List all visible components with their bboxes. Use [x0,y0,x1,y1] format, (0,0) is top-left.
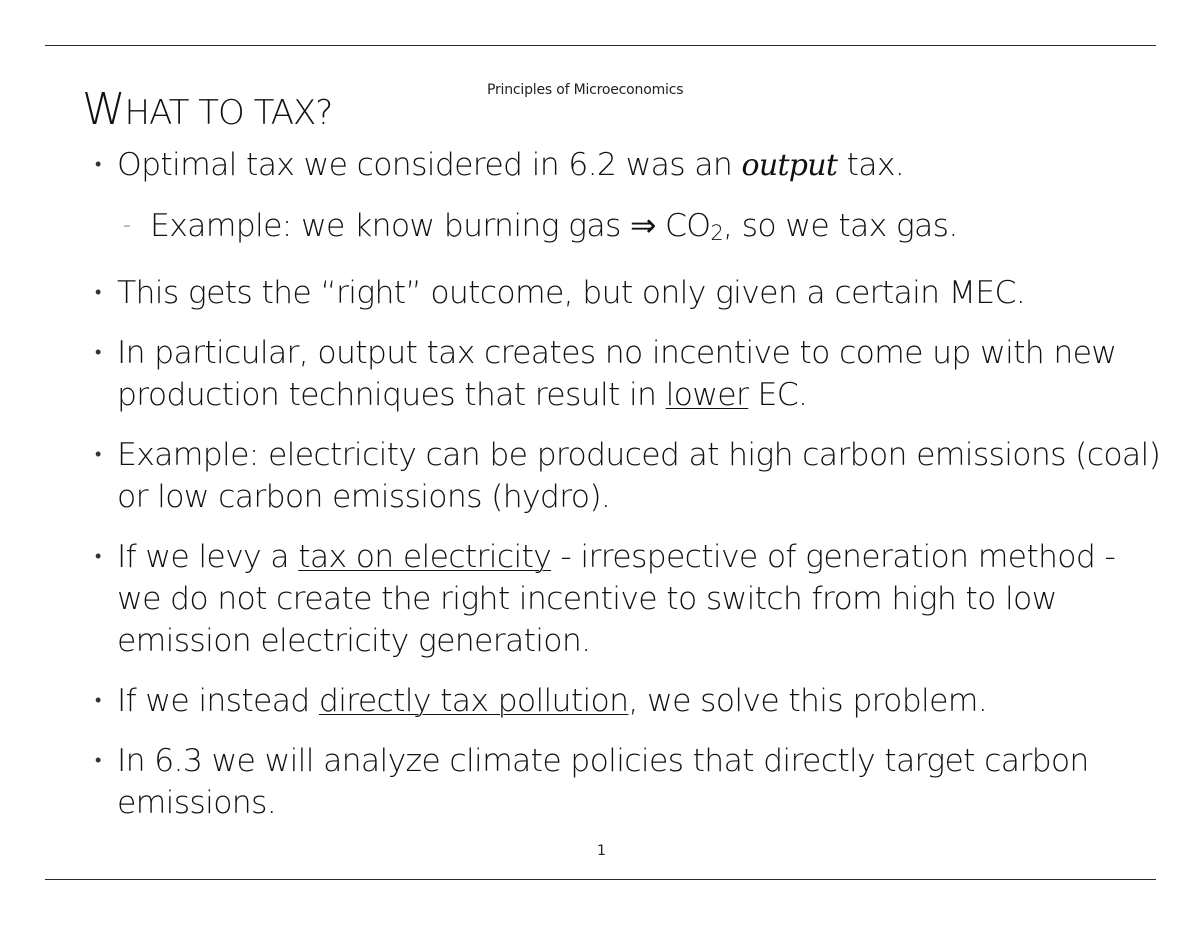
bullet-text: , we solve this problem. [628,683,988,719]
page-number: 1 [597,843,606,859]
subbullet-text: , so we tax gas. [723,208,958,244]
bullet-text: In particular, output tax creates no incentive to come up with new production techniques that result in [117,335,1117,413]
emphasis-output: output [741,148,838,183]
subbullet-text: Example: we know burning gas ⇒ CO [150,208,711,244]
bullet-electricity-example: • Example: electricity can be produced at high carbon emissions (coal) or low carbon emissions (hydro). [95,434,1165,518]
subscript-2: 2 [710,221,724,245]
underlined-tax-on-electricity: tax on electricity [298,539,552,575]
subbullet-gas-example [95,205,1165,254]
bullet-text: If we instead [117,683,319,719]
bullet-text: - irrespective of generation method - we do not create the right incentive to switch from high to low emission electricity generation. [117,539,1116,659]
title-initial: W [82,84,125,135]
bullet-text: tax. [837,147,905,183]
bullet-climate-policies: • In 6.3 we will analyze climate policies that directly target carbon emissions. [95,740,1165,824]
underlined-lower: lower [665,377,749,413]
bullet-tax-pollution [95,680,1165,722]
slide-body [95,140,1165,824]
title-rest: HAT TO TAX? [124,93,333,133]
bullet-tax-electricity [95,536,1165,662]
bullet-text: EC. [748,377,808,413]
bullet-text: If we levy a [117,539,299,575]
bullet-no-incentive [95,332,1165,416]
underlined-directly-tax-pollution: directly tax pollution [318,683,629,719]
bottom-rule [45,879,1156,880]
bullet-text: Optimal tax we considered in 6.2 was an [117,147,742,183]
slide-title [82,84,332,135]
header-course-title: Principles of Microeconomics [487,82,684,98]
bullet-right-outcome: • This gets the “right” outcome, but only given a certain MEC. [95,272,1165,314]
bullet-output-tax [95,144,1165,187]
top-rule [45,45,1156,46]
